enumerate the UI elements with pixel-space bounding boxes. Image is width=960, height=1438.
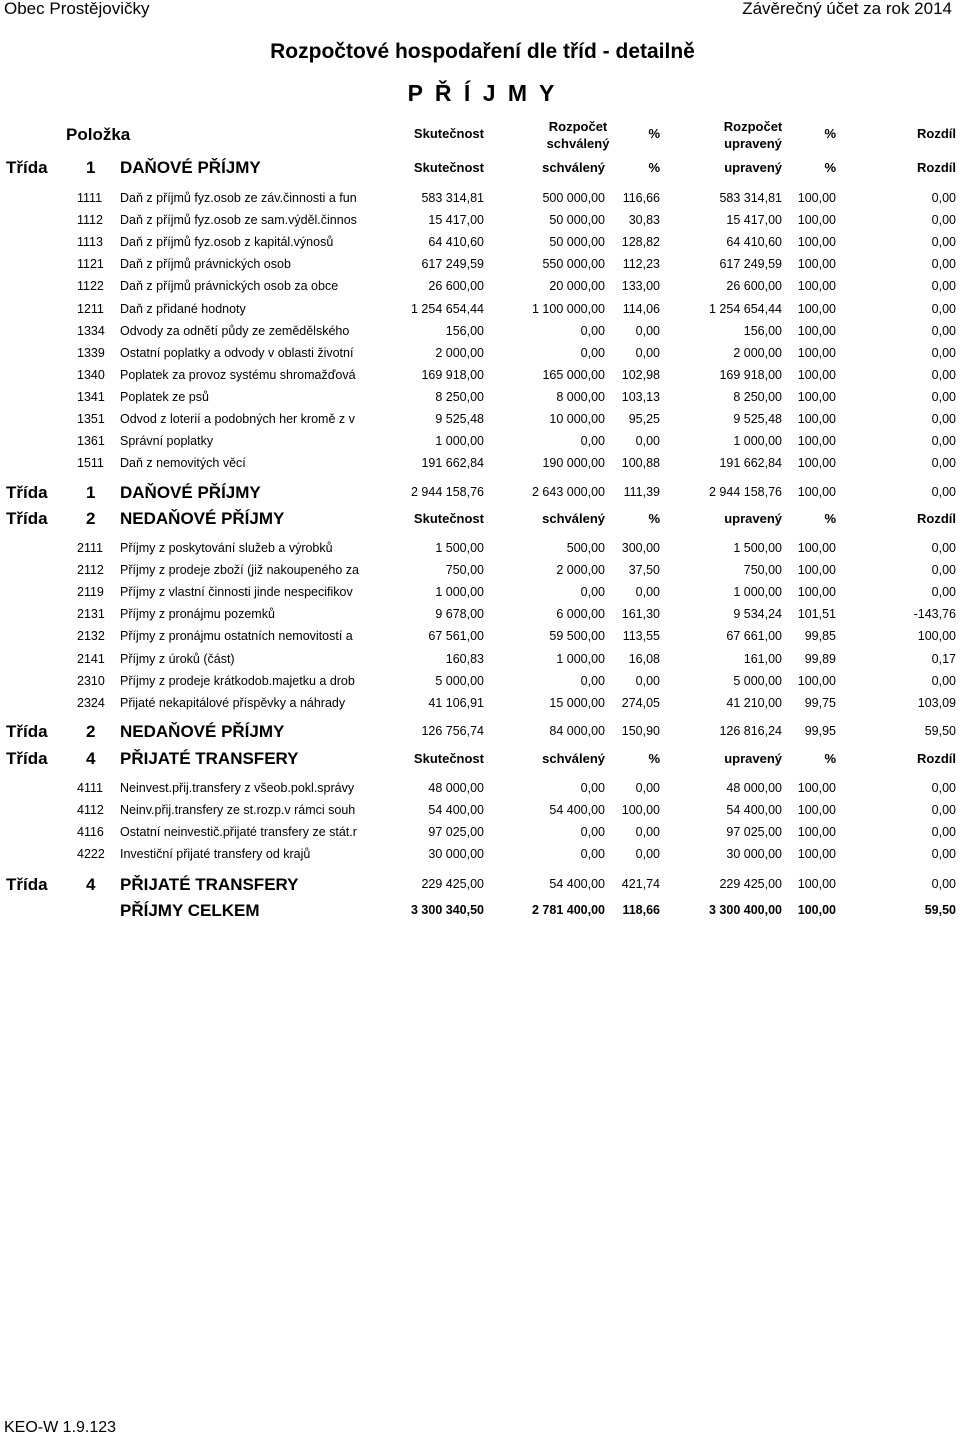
row-p2: 100,00 [797, 673, 836, 688]
row-schv: 0,00 [580, 345, 605, 360]
row-rozdil: 0,00 [931, 541, 956, 555]
row-p2: 100,00 [797, 257, 836, 272]
row-code: 1351 [77, 412, 105, 426]
row-rozdil: 0,00 [931, 367, 956, 382]
row-schv: 50 000,00 [549, 235, 605, 250]
class-total-p2: 99,95 [804, 724, 836, 738]
row-p1: 0,00 [635, 673, 660, 688]
row-description: Příjmy z prodeje krátkodob.majetku a drob [120, 673, 355, 688]
row-schv: 0,00 [580, 434, 605, 449]
col-header-schvaleny [538, 118, 618, 152]
row-schv: 20 000,00 [549, 279, 605, 294]
row-schv: 10 000,00 [549, 412, 605, 426]
row-upr: 1 254 654,44 [709, 301, 782, 316]
class-total-p1: 111,39 [623, 485, 660, 499]
row-p1: 100,00 [621, 803, 660, 818]
row-p1: 0,00 [635, 847, 660, 862]
row-code: 2132 [77, 629, 105, 644]
class-col-header: upravený [724, 511, 782, 526]
class-number: 1 [86, 158, 96, 177]
row-p2: 100,00 [797, 781, 836, 795]
row-skut: 156,00 [445, 323, 484, 338]
row-rozdil: 0,00 [931, 847, 956, 862]
class-col-header: Skutečnost [413, 511, 484, 526]
row-code: 2119 [77, 585, 104, 600]
class-label: Třída [6, 158, 48, 177]
row-p1: 0,00 [635, 323, 660, 338]
row-code: 2111 [77, 541, 103, 555]
row-p2: 99,89 [804, 651, 836, 666]
row-rozdil: 0,00 [931, 257, 956, 272]
row-skut: 169 918,00 [421, 367, 484, 382]
class-total-name: PŘIJATÉ TRANSFERY [120, 875, 299, 894]
row-upr: 617 249,59 [719, 257, 782, 272]
row-skut: 583 314,81 [421, 191, 484, 205]
class-label: Třída [6, 749, 48, 768]
class-total-p2: 100,00 [797, 877, 836, 891]
row-description: Daň z přidané hodnoty [120, 301, 246, 316]
class-name: NEDAŇOVÉ PŘÍJMY [120, 509, 285, 528]
class-col-header: upravený [724, 751, 782, 766]
row-code: 4222 [77, 847, 105, 862]
class-total-upr: 2 944 158,76 [709, 485, 782, 499]
row-code: 4112 [77, 803, 104, 818]
class-col-header: % [824, 160, 836, 175]
row-p1: 0,00 [635, 345, 660, 360]
row-p1: 161,30 [621, 607, 660, 622]
row-code: 1113 [77, 235, 103, 250]
row-upr: 48 000,00 [726, 781, 782, 795]
row-code: 4111 [77, 781, 103, 795]
row-description: Správní poplatky [120, 434, 214, 449]
row-schv: 0,00 [580, 781, 605, 795]
row-upr: 8 250,00 [733, 389, 782, 404]
row-p2: 101,51 [797, 607, 836, 622]
class-total-schv: 84 000,00 [549, 724, 605, 738]
row-p1: 95,25 [628, 412, 660, 426]
footer-code: KEO-W 1.9.123 [4, 1419, 117, 1436]
row-rozdil: 0,17 [931, 651, 956, 666]
row-upr: 26 600,00 [726, 279, 782, 294]
class-total-label: Třída [6, 722, 48, 741]
row-skut: 54 400,00 [428, 803, 484, 818]
row-p2: 100,00 [797, 434, 836, 449]
class-label: Třída [6, 509, 48, 528]
class-number: 2 [86, 509, 96, 528]
row-p1: 16,08 [628, 651, 660, 666]
col-header-upraveny-line1: Rozpočet [723, 119, 783, 134]
row-rozdil: 0,00 [931, 235, 956, 250]
row-rozdil: 103,09 [917, 695, 956, 710]
class-total-number: 2 [86, 722, 96, 741]
row-schv: 6 000,00 [556, 607, 605, 622]
row-upr: 169 918,00 [719, 367, 782, 382]
row-skut: 2 000,00 [435, 345, 484, 360]
row-upr: 64 410,60 [726, 235, 782, 250]
class-col-header: Skutečnost [413, 751, 484, 766]
grand-total-label: PŘÍJMY CELKEM [120, 901, 260, 920]
row-schv: 59 500,00 [549, 629, 605, 644]
row-p2: 100,00 [797, 541, 836, 555]
row-p1: 37,50 [628, 563, 660, 578]
grand-total-rozdil: 59,50 [924, 903, 956, 917]
row-rozdil: 0,00 [931, 323, 956, 338]
row-upr: 30 000,00 [726, 847, 782, 862]
row-code: 1211 [77, 301, 104, 316]
report-name: Závěrečný účet za rok 2014 [742, 0, 952, 18]
row-p1: 0,00 [635, 585, 660, 600]
row-upr: 15 417,00 [726, 213, 782, 228]
row-p1: 116,66 [622, 191, 660, 205]
row-skut: 617 249,59 [421, 257, 484, 272]
row-code: 1111 [77, 191, 103, 205]
row-rozdil: 0,00 [931, 389, 956, 404]
row-p2: 100,00 [797, 345, 836, 360]
class-col-header: schválený [542, 160, 605, 175]
row-skut: 8 250,00 [435, 389, 484, 404]
row-p2: 100,00 [797, 367, 836, 382]
organization-name: Obec Prostějovičky [4, 0, 150, 18]
class-number: 4 [86, 749, 96, 768]
row-upr: 9 534,24 [733, 607, 782, 622]
row-skut: 15 417,00 [428, 213, 484, 228]
col-header-schvaleny-line1: Rozpočet [548, 119, 608, 134]
row-skut: 9 525,48 [435, 412, 484, 426]
class-col-header: Skutečnost [413, 160, 484, 175]
class-total-p1: 150,90 [621, 724, 660, 738]
row-skut: 64 410,60 [428, 235, 484, 250]
grand-total-upr: 3 300 400,00 [709, 903, 782, 917]
row-schv: 54 400,00 [549, 803, 605, 818]
class-total-rozdil: 0,00 [931, 485, 956, 499]
col-header-polozka: Položka [66, 125, 131, 144]
row-rozdil: -143,76 [913, 607, 956, 622]
row-p1: 100,88 [621, 456, 660, 471]
page-subtitle: P Ř Í J M Y [407, 80, 558, 106]
class-total-p1: 421,74 [621, 877, 660, 891]
class-total-name: NEDAŇOVÉ PŘÍJMY [120, 722, 285, 741]
col-header-skutecnost: Skutečnost [413, 126, 484, 141]
class-total-number: 4 [86, 875, 96, 894]
row-code: 2324 [77, 695, 105, 710]
row-p2: 100,00 [797, 585, 836, 600]
row-p2: 100,00 [797, 279, 836, 294]
row-p2: 99,75 [804, 695, 836, 710]
row-code: 1511 [77, 456, 104, 471]
row-upr: 583 314,81 [719, 191, 782, 205]
col-header-rozdil: Rozdíl [917, 126, 956, 141]
row-skut: 97 025,00 [428, 825, 484, 840]
row-skut: 1 254 654,44 [411, 301, 484, 316]
row-rozdil: 0,00 [931, 456, 956, 471]
col-header-upraveny [713, 118, 793, 152]
row-description: Daň z příjmů právnických osob [120, 257, 291, 272]
row-p2: 100,00 [797, 456, 836, 471]
class-col-header: % [648, 511, 660, 526]
row-skut: 1 000,00 [435, 585, 484, 600]
row-skut: 1 000,00 [435, 434, 484, 449]
class-name: DAŇOVÉ PŘÍJMY [120, 158, 261, 177]
row-rozdil: 0,00 [931, 213, 956, 228]
row-description: Příjmy z pronájmu ostatních nemovitostí a [120, 629, 353, 644]
row-rozdil: 0,00 [931, 673, 956, 688]
row-skut: 26 600,00 [428, 279, 484, 294]
class-total-rozdil: 59,50 [924, 724, 956, 738]
class-col-header: % [648, 160, 660, 175]
row-rozdil: 0,00 [931, 563, 956, 578]
row-upr: 1 000,00 [733, 434, 782, 449]
row-p1: 128,82 [621, 235, 660, 250]
row-code: 4116 [77, 825, 104, 840]
row-skut: 750,00 [445, 563, 484, 578]
row-rozdil: 0,00 [931, 345, 956, 360]
class-total-number: 1 [86, 483, 96, 502]
class-col-header: % [824, 751, 836, 766]
row-p1: 0,00 [635, 781, 660, 795]
row-schv: 8 000,00 [556, 389, 605, 404]
class-total-name: DAŇOVÉ PŘÍJMY [120, 483, 261, 502]
row-code: 1339 [77, 345, 105, 360]
class-total-upr: 229 425,00 [719, 877, 782, 891]
col-header-upraveny-line2: upravený [724, 136, 782, 151]
row-rozdil: 0,00 [931, 825, 956, 840]
class-total-schv: 2 643 000,00 [532, 485, 605, 499]
row-upr: 9 525,48 [733, 412, 782, 426]
row-description: Přijaté nekapitálové příspěvky a náhrady [120, 695, 346, 710]
row-upr: 2 000,00 [733, 345, 782, 360]
row-p2: 100,00 [797, 389, 836, 404]
row-p1: 274,05 [621, 695, 660, 710]
row-skut: 1 500,00 [435, 541, 484, 555]
row-upr: 191 662,84 [719, 456, 782, 471]
row-p2: 100,00 [797, 213, 836, 228]
class-col-header: upravený [724, 160, 782, 175]
row-code: 2131 [77, 607, 105, 622]
class-total-schv: 54 400,00 [549, 877, 605, 891]
row-description: Odvod z loterií a podobných her kromě z v [120, 412, 355, 426]
row-p1: 103,13 [621, 389, 660, 404]
row-p2: 100,00 [797, 847, 836, 862]
row-p2: 100,00 [797, 803, 836, 818]
class-col-header: schválený [542, 511, 605, 526]
row-rozdil: 100,00 [917, 629, 956, 644]
row-schv: 2 000,00 [556, 563, 605, 578]
row-upr: 1 500,00 [733, 541, 782, 555]
col-header-schvaleny-line2: schválený [546, 136, 610, 151]
row-p1: 102,98 [621, 367, 660, 382]
row-p1: 300,00 [621, 541, 660, 555]
row-schv: 15 000,00 [549, 695, 605, 710]
row-code: 2310 [77, 673, 105, 688]
row-description: Ostatní neinvestič.přijaté transfery ze stát.r [120, 825, 357, 840]
row-description: Daň z příjmů fyz.osob z kapitál.výnosů [120, 235, 334, 250]
class-total-skut: 126 756,74 [421, 724, 484, 738]
row-code: 1121 [77, 257, 104, 272]
row-p2: 100,00 [797, 323, 836, 338]
row-upr: 5 000,00 [733, 673, 782, 688]
row-rozdil: 0,00 [931, 781, 956, 795]
row-rozdil: 0,00 [931, 412, 956, 426]
row-code: 1340 [77, 367, 105, 382]
row-schv: 500 000,00 [542, 191, 605, 205]
row-description: Příjmy z vlastní činnosti jinde nespecifikov [120, 585, 353, 600]
col-header-pct2: % [824, 126, 836, 141]
row-upr: 750,00 [743, 563, 782, 578]
row-skut: 160,83 [445, 651, 484, 666]
row-code: 2141 [77, 651, 105, 666]
class-col-header: % [824, 511, 836, 526]
row-description: Příjmy z prodeje zboží (již nakoupeného za [120, 563, 360, 578]
row-p1: 30,83 [628, 213, 660, 228]
row-skut: 30 000,00 [428, 847, 484, 862]
row-skut: 48 000,00 [428, 781, 484, 795]
row-p1: 114,06 [622, 301, 660, 316]
row-upr: 54 400,00 [726, 803, 782, 818]
row-schv: 0,00 [580, 825, 605, 840]
class-col-header: Rozdíl [917, 511, 956, 526]
row-p2: 99,85 [804, 629, 836, 644]
row-code: 1334 [77, 323, 105, 338]
row-p2: 100,00 [797, 301, 836, 316]
row-schv: 0,00 [580, 323, 605, 338]
row-code: 1112 [77, 213, 103, 228]
row-schv: 165 000,00 [542, 367, 605, 382]
row-description: Neinv.přij.transfery ze st.rozp.v rámci souh [120, 803, 356, 818]
row-p2: 100,00 [797, 825, 836, 840]
row-p1: 0,00 [635, 825, 660, 840]
row-description: Daň z příjmů fyz.osob ze sam.výděl.činnos [120, 213, 357, 228]
row-p2: 100,00 [797, 191, 836, 205]
row-upr: 161,00 [743, 651, 782, 666]
row-p2: 100,00 [797, 235, 836, 250]
row-schv: 1 000,00 [556, 651, 605, 666]
row-p1: 0,00 [635, 434, 660, 449]
row-schv: 190 000,00 [542, 456, 605, 471]
row-p1: 133,00 [621, 279, 660, 294]
row-rozdil: 0,00 [931, 434, 956, 449]
class-total-label: Třída [6, 483, 48, 502]
row-skut: 41 106,91 [428, 695, 484, 710]
row-schv: 550 000,00 [542, 257, 605, 272]
row-upr: 67 661,00 [726, 629, 782, 644]
row-skut: 67 561,00 [428, 629, 484, 644]
row-rozdil: 0,00 [931, 279, 956, 294]
class-total-p2: 100,00 [797, 485, 836, 499]
row-code: 2112 [77, 563, 104, 578]
class-total-rozdil: 0,00 [931, 877, 956, 891]
row-p2: 100,00 [797, 563, 836, 578]
row-rozdil: 0,00 [931, 191, 956, 205]
row-schv: 50 000,00 [549, 213, 605, 228]
row-code: 1341 [77, 389, 105, 404]
row-description: Daň z příjmů právnických osob za obce [120, 279, 339, 294]
row-schv: 0,00 [580, 585, 605, 600]
row-rozdil: 0,00 [931, 803, 956, 818]
class-col-header: % [648, 751, 660, 766]
row-rozdil: 0,00 [931, 585, 956, 600]
row-description: Odvody za odnětí půdy ze zemědělského [120, 323, 350, 338]
row-description: Poplatek za provoz systému shromažďová [120, 367, 356, 382]
grand-total-p2: 100,00 [797, 903, 836, 917]
row-description: Investiční přijaté transfery od krajů [120, 847, 311, 862]
row-upr: 97 025,00 [726, 825, 782, 840]
row-description: Daň z příjmů fyz.osob ze záv.činnosti a fun [120, 191, 357, 205]
row-upr: 156,00 [743, 323, 782, 338]
row-description: Neinvest.přij.transfery z všeob.pokl.správy [120, 781, 355, 795]
grand-total-schv: 2 781 400,00 [532, 903, 605, 917]
row-description: Příjmy z poskytování služeb a výrobků [120, 541, 333, 555]
row-upr: 41 210,00 [726, 695, 782, 710]
row-p2: 100,00 [797, 412, 836, 426]
row-skut: 191 662,84 [421, 456, 484, 471]
row-skut: 9 678,00 [435, 607, 484, 622]
class-total-skut: 229 425,00 [421, 877, 484, 891]
row-code: 1122 [77, 279, 104, 294]
row-description: Poplatek ze psů [120, 389, 209, 404]
row-description: Daň z nemovitých věcí [120, 456, 246, 471]
row-skut: 5 000,00 [435, 673, 484, 688]
row-rozdil: 0,00 [931, 301, 956, 316]
row-upr: 1 000,00 [733, 585, 782, 600]
class-col-header: schválený [542, 751, 605, 766]
class-total-label: Třída [6, 875, 48, 894]
row-schv: 0,00 [580, 847, 605, 862]
class-col-header: Rozdíl [917, 160, 956, 175]
class-name: PŘIJATÉ TRANSFERY [120, 749, 299, 768]
row-p1: 113,55 [622, 629, 660, 644]
grand-total-p1: 118,66 [622, 903, 660, 917]
class-col-header: Rozdíl [917, 751, 956, 766]
row-description: Příjmy z pronájmu pozemků [120, 607, 275, 622]
row-description: Ostatní poplatky a odvody v oblasti životní [120, 345, 354, 360]
grand-total-skut: 3 300 340,50 [411, 903, 484, 917]
row-code: 1361 [77, 434, 105, 449]
row-schv: 500,00 [566, 541, 605, 555]
class-total-skut: 2 944 158,76 [411, 485, 484, 499]
page-title: Rozpočtové hospodaření dle tříd - detailně [270, 40, 695, 63]
row-p1: 112,23 [622, 257, 660, 272]
row-description: Příjmy z úroků (část) [120, 651, 235, 666]
class-total-upr: 126 816,24 [719, 724, 782, 738]
row-schv: 0,00 [580, 673, 605, 688]
col-header-pct1: % [648, 126, 660, 141]
row-schv: 1 100 000,00 [532, 301, 605, 316]
